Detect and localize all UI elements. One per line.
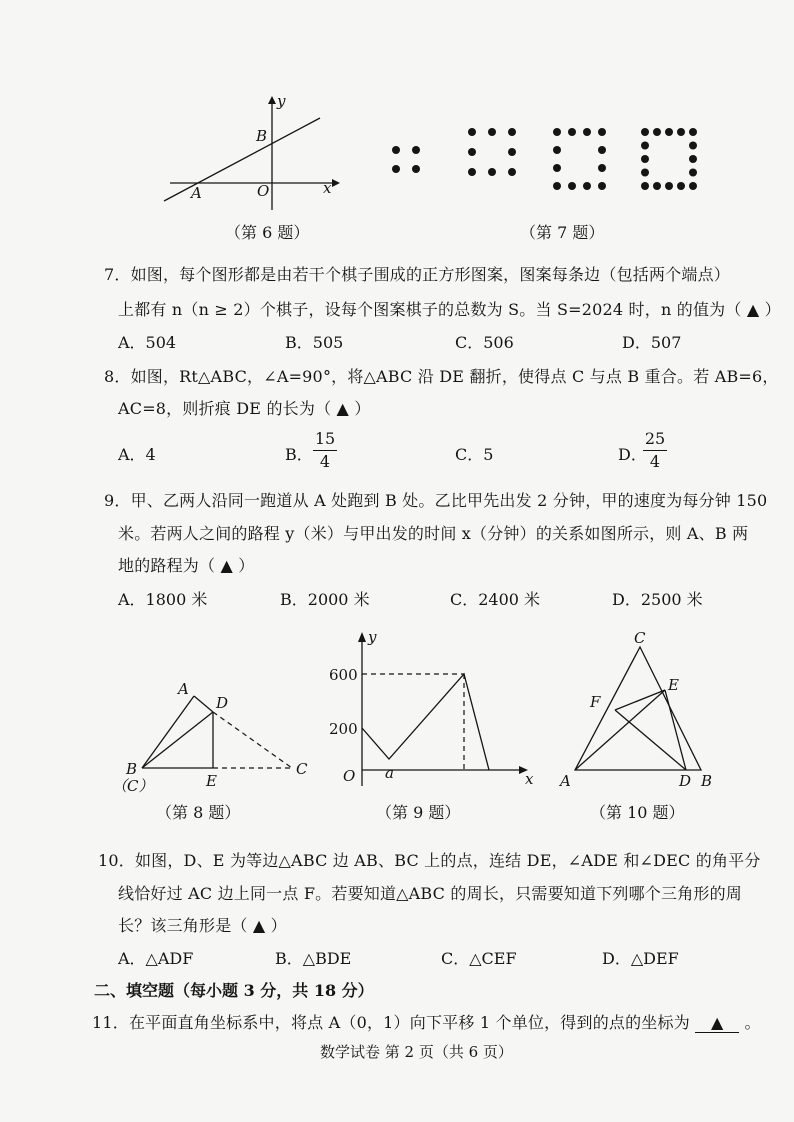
fig6-label-x: x — [323, 179, 332, 197]
fig8-label-C: C — [296, 760, 308, 778]
fig7-caption: （第 7 题） — [520, 223, 605, 242]
fig7-piece — [392, 165, 400, 173]
fig7-piece — [641, 155, 649, 163]
q8-option-d-denominator: 4 — [649, 452, 661, 471]
fig7-piece — [689, 182, 697, 190]
fig6-label-y: y — [277, 92, 286, 110]
fig7-pattern-3 — [553, 128, 606, 190]
fig7-piece — [641, 169, 649, 177]
fig9-tick-200: 200 — [329, 720, 358, 738]
fig7-piece — [583, 128, 591, 136]
fig9-tick-600: 600 — [329, 666, 358, 684]
figure-8 — [112, 676, 324, 796]
q7-line1: 7．如图，每个图形都是由若干个棋子围成的正方形图案，图案每条边（包括两个端点） — [104, 265, 730, 284]
fig7-piece — [392, 146, 400, 154]
fig7-piece — [488, 128, 496, 136]
fig9-caption: （第 9 题） — [376, 803, 461, 822]
fig7-piece — [412, 146, 420, 154]
section-fill-in-title: 二、填空题（每小题 3 分，共 18 分） — [94, 981, 374, 1000]
q8-option-c: C．5 — [455, 445, 494, 464]
q10-option-b: B．△BDE — [275, 949, 352, 968]
q11-line — [92, 1010, 761, 1033]
q7-option-b: B．505 — [285, 333, 344, 352]
q7-line2: 上都有 n（n ≥ 2）个棋子，设每个图案棋子的总数为 S。当 S=2024 时，n 的值为（ ▲ ） — [118, 300, 781, 319]
fig7-piece — [508, 128, 516, 136]
fig8-label-B: B — [126, 760, 138, 778]
fig10-label-F: F — [590, 693, 601, 711]
fig10-label-C: C — [634, 629, 646, 647]
fig7-piece — [689, 142, 697, 150]
q7-option-a: A．504 — [118, 333, 177, 352]
fig7-piece — [653, 128, 661, 136]
fig7-piece — [641, 142, 649, 150]
fig10-label-E: E — [668, 676, 679, 694]
q10-option-a: A．△ADF — [118, 949, 194, 968]
q8-option-d-fraction — [643, 428, 667, 473]
fig7-piece — [665, 128, 673, 136]
fig7-piece — [598, 146, 606, 154]
fig7-piece — [568, 182, 576, 190]
q8-option-b-prefix: B． — [285, 445, 313, 464]
fig7-pattern-1 — [392, 146, 420, 173]
fig7-piece — [468, 148, 476, 156]
fig7-piece — [689, 128, 697, 136]
q10-option-c: C．△CEF — [441, 949, 517, 968]
q8-option-b-fraction — [313, 428, 337, 473]
fig7-piece — [598, 182, 606, 190]
q9-line1: 9．甲、乙两人沿同一跑道从 A 处跑到 B 处。乙比甲先出发 2 分钟，甲的速度为每分钟 150 — [104, 491, 768, 510]
q9-option-d: D．2500 米 — [612, 590, 703, 609]
q8-option-b-denominator: 4 — [319, 452, 331, 471]
q9-line3: 地的路程为（ ▲ ） — [118, 556, 255, 575]
fig8-label-D: D — [216, 694, 229, 712]
fig7-pattern-2 — [468, 128, 516, 176]
q9-option-a: A．1800 米 — [118, 590, 208, 609]
fig10-label-B: B — [701, 772, 713, 790]
fig10-label-D: D — [679, 772, 692, 790]
q9-line2: 米。若两人之间的路程 y（米）与甲出发的时间 x（分钟）的关系如图所示，则 A、B 两 — [118, 524, 749, 543]
fig7-piece — [468, 128, 476, 136]
q8-option-d-prefix: D． — [618, 445, 647, 464]
q11-answer-blank: ▲ — [695, 1013, 739, 1033]
fig7-piece — [508, 148, 516, 156]
fig10-caption: （第 10 题） — [590, 803, 685, 822]
q10-option-d: D．△DEF — [602, 949, 679, 968]
q8-option-a: A．4 — [118, 445, 156, 464]
q10-line2: 线恰好过 AC 边上同一点 F。若要知道△ABC 的周长，只需要知道下列哪个三角形的周 — [118, 884, 742, 903]
fig6-label-B: B — [256, 127, 268, 145]
figure-6 — [160, 92, 350, 212]
q8-option-d-numerator: 25 — [643, 428, 667, 451]
q9-option-c: C．2400 米 — [450, 590, 541, 609]
fig9-label-y: y — [368, 628, 377, 646]
fig7-piece — [598, 164, 606, 172]
fig7-piece — [653, 182, 661, 190]
fig7-piece — [665, 182, 673, 190]
fig9-label-a: a — [385, 764, 394, 782]
fig8-label-E: E — [206, 772, 217, 790]
fig6-label-A: A — [191, 184, 202, 202]
q11-end: 。 — [744, 1013, 761, 1032]
fig9-label-x: x — [525, 770, 534, 788]
fig7-piece — [412, 165, 420, 173]
q7-option-c: C．506 — [455, 333, 514, 352]
fig7-piece — [598, 128, 606, 136]
q10-line3: 长？该三角形是（ ▲ ） — [118, 916, 287, 935]
fig7-piece — [553, 164, 561, 172]
fig10-label-A: A — [560, 772, 571, 790]
figure-9 — [325, 626, 545, 792]
q8-line2: AC=8，则折痕 DE 的长为（ ▲ ） — [118, 399, 371, 418]
figure-10 — [554, 628, 724, 794]
fig7-piece — [677, 128, 685, 136]
fig6-label-O: O — [257, 182, 270, 200]
fig7-piece — [568, 128, 576, 136]
fig8-label-A: A — [178, 680, 189, 698]
fig7-piece — [677, 182, 685, 190]
q9-option-b: B．2000 米 — [280, 590, 370, 609]
fig7-piece — [553, 128, 561, 136]
fig7-piece — [468, 168, 476, 176]
q11-text: 11．在平面直角坐标系中，将点 A（0，1）向下平移 1 个单位，得到的点的坐标为 — [92, 1013, 690, 1032]
fig7-piece — [583, 182, 591, 190]
fig7-piece — [508, 168, 516, 176]
q10-line1: 10．如图，D、E 为等边△ABC 边 AB、BC 上的点，连结 DE，∠ADE 和∠DEC 的角平分 — [98, 851, 761, 870]
fig7-piece — [641, 128, 649, 136]
fig8-caption: （第 8 题） — [156, 803, 241, 822]
fig7-piece — [488, 168, 496, 176]
fig8-label-C-paren: （C） — [112, 777, 154, 795]
q8-option-b-numerator: 15 — [313, 428, 337, 451]
fig7-piece — [553, 146, 561, 154]
q7-option-d: D．507 — [622, 333, 682, 352]
fig7-pattern-4 — [641, 128, 697, 190]
fig6-caption: （第 6 题） — [225, 223, 310, 242]
q8-line1: 8．如图，Rt△ABC，∠A=90°，将△ABC 沿 DE 翻折，使得点 C 与点 B 重合。若 AB=6， — [104, 367, 779, 386]
fig7-piece — [553, 182, 561, 190]
page-footer: 数学试卷 第 2 页（共 6 页） — [320, 1043, 513, 1061]
fig9-label-O: O — [343, 767, 356, 785]
fig7-piece — [689, 169, 697, 177]
figure-7 — [385, 122, 705, 197]
fig7-piece — [641, 182, 649, 190]
fig7-piece — [689, 155, 697, 163]
